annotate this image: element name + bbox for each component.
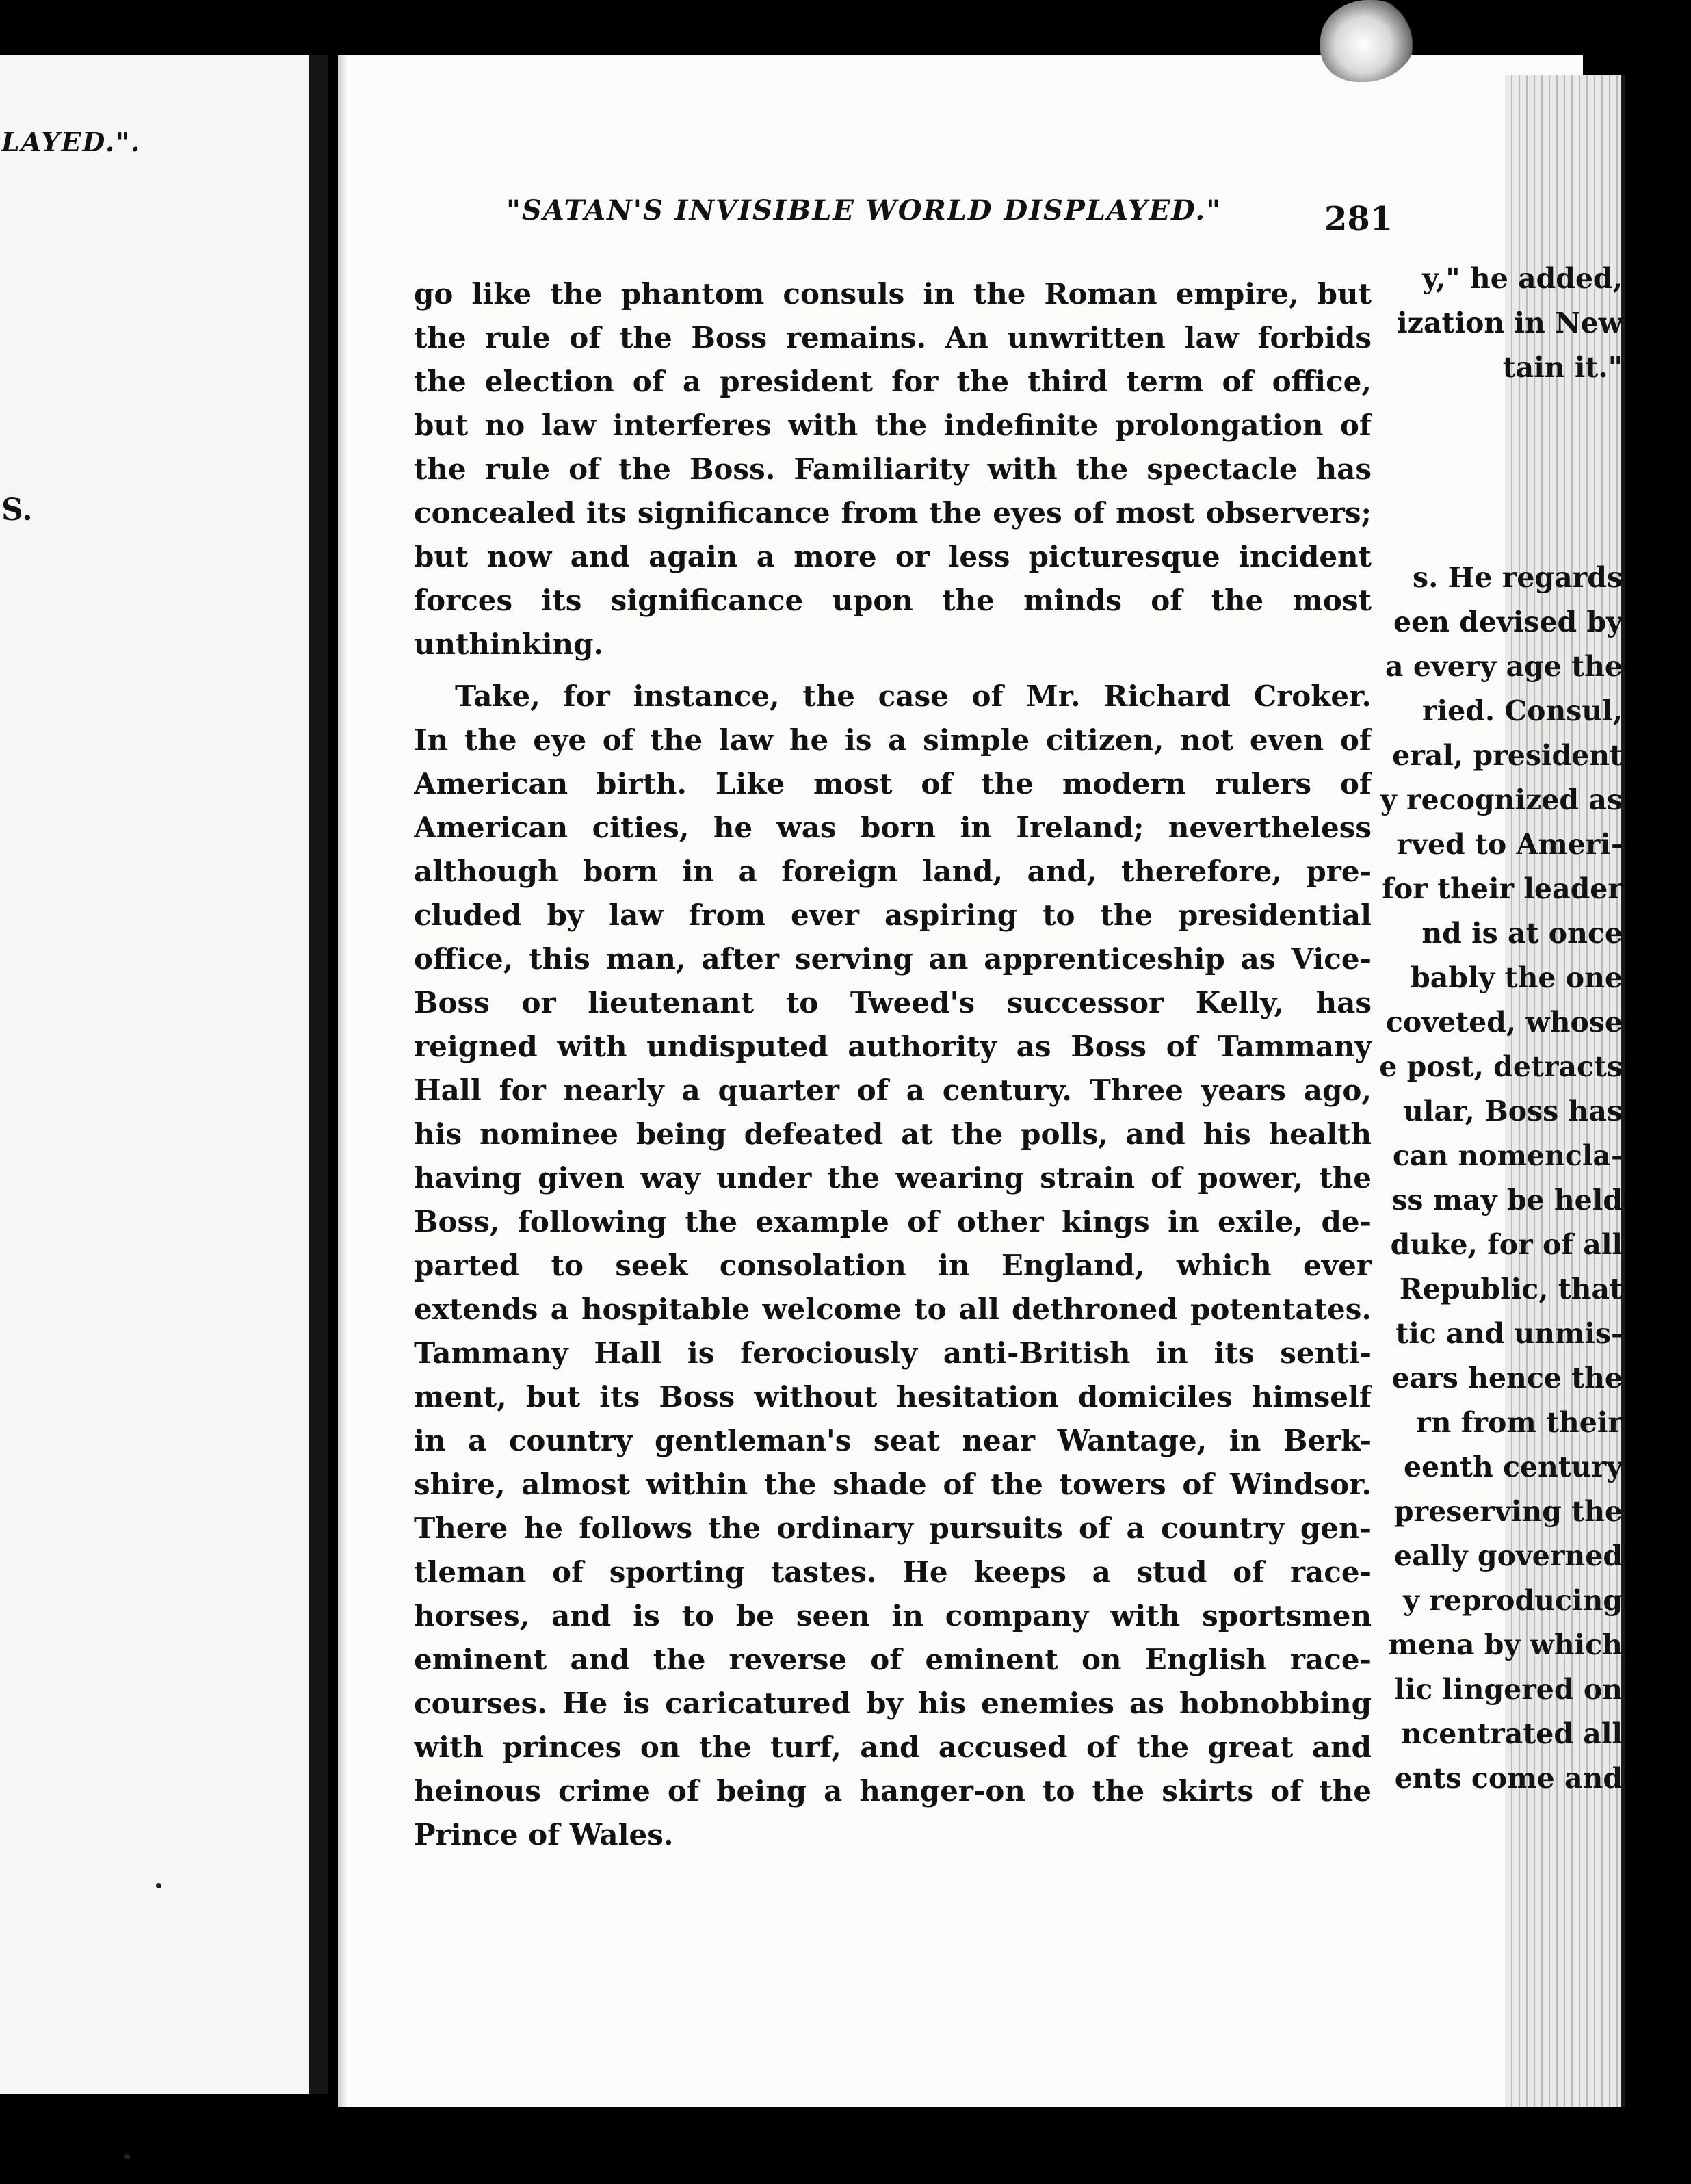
text-line: rved to Ameri- — [1396, 828, 1623, 861]
text-line: eral, president — [1392, 739, 1623, 772]
text-line: eally governed — [1394, 1539, 1623, 1572]
text-line: tic and unmis- — [1395, 1317, 1623, 1350]
text-line: ncentrated all — [1401, 1717, 1623, 1750]
text-line: American cities, he was born in Ireland; nevertheless — [414, 811, 1372, 844]
text-line: courses. He is caricatured by his enemies as hobnobbing — [414, 1687, 1372, 1720]
paragraph — [414, 675, 1372, 1857]
dust-speck — [124, 2154, 130, 2159]
text-line: extends a hospitable welcome to all dethroned potentates. — [414, 1292, 1372, 1326]
text-line: ents come and — [1394, 1762, 1623, 1795]
text-line: y reproducing — [1403, 1584, 1623, 1617]
dust-speck — [156, 1883, 161, 1888]
text-line: for their leader — [1382, 872, 1623, 905]
text-line: but no law interferes with the indefinite prolongation of — [414, 408, 1372, 442]
text-line: having given way under the wearing strain of power, the — [414, 1161, 1372, 1195]
text-line: tain it." — [1502, 351, 1623, 384]
text-line: eminent and the reverse of eminent on English race- — [414, 1643, 1372, 1676]
text-line: but now and again a more or less picturesque incident — [414, 540, 1372, 573]
text-line: ss may be held — [1391, 1184, 1623, 1217]
text-line: with princes on the turf, and accused of the great and — [414, 1730, 1372, 1764]
text-line: coveted, whose — [1385, 1006, 1623, 1039]
text-line: In the eye of the law he is a simple citizen, not even of — [414, 723, 1372, 757]
left-section-heading: S. — [1, 493, 33, 528]
text-line: although born in a foreign land, and, therefore, pre- — [414, 855, 1372, 888]
text-line: horses, and is to be seen in company with sportsmen — [414, 1599, 1372, 1633]
text-line: y recognized as — [1380, 783, 1623, 816]
text-line: parted to seek consolation in England, which ever — [414, 1249, 1372, 1282]
text-line: Boss or lieutenant to Tweed's successor Kelly, has — [414, 986, 1372, 1019]
text-line: duke, for of all — [1390, 1228, 1623, 1261]
text-line: forces its significance upon the minds of the most — [414, 584, 1372, 617]
text-line: een devised by — [1393, 606, 1623, 638]
text-line: Hall for nearly a quarter of a century. Three years ago, — [414, 1074, 1372, 1107]
text-line: lic lingered on — [1394, 1673, 1623, 1706]
body-text — [414, 272, 1372, 1857]
text-line: Tammany Hall is ferociously anti-British in its senti- — [414, 1336, 1372, 1370]
text-line: ment, but its Boss without hesitation domiciles himself — [414, 1380, 1372, 1414]
gutter-shadow — [338, 55, 348, 2107]
page-number: 281 — [1324, 200, 1393, 238]
text-line: go like the phantom consuls in the Roman empire, but — [414, 277, 1372, 311]
text-line: heinous crime of being a hanger-on to the skirts of the — [414, 1774, 1372, 1808]
left-running-head: LAYED.". — [1, 127, 142, 157]
text-line: ears hence the — [1391, 1362, 1623, 1394]
text-line: the rule of the Boss. Familiarity with the spectacle has — [414, 452, 1372, 486]
text-line: mena by which — [1388, 1628, 1623, 1661]
text-line: e post, detracts — [1379, 1050, 1623, 1083]
text-line: American birth. Like most of the modern rulers of — [414, 767, 1372, 801]
text-line: Boss, following the example of other kings in exile, de- — [414, 1205, 1372, 1238]
text-line: ried. Consul, — [1421, 694, 1623, 727]
text-line: nd is at once — [1421, 917, 1623, 950]
text-line: tleman of sporting tastes. He keeps a stud of race- — [414, 1555, 1372, 1589]
running-head: "SATAN'S INVISIBLE WORLD DISPLAYED." — [506, 194, 1222, 226]
text-line: bably the one — [1411, 961, 1623, 994]
text-line: eenth century — [1403, 1451, 1623, 1483]
text-line: y," he added, — [1422, 262, 1623, 295]
text-line: in a country gentleman's seat near Wantage, in Berk- — [414, 1424, 1372, 1457]
gutter — [309, 55, 328, 2094]
text-line: unthinking. — [414, 627, 604, 661]
text-line: Take, for instance, the case of Mr. Richard Croker. — [455, 679, 1372, 713]
text-line: ular, Boss has — [1402, 1095, 1623, 1128]
text-line: can nomencla- — [1392, 1139, 1623, 1172]
left-text-block-top — [1397, 257, 1623, 390]
text-line: There he follows the ordinary pursuits of a country gen- — [414, 1511, 1372, 1545]
text-line: his nominee being defeated at the polls, and his health — [414, 1117, 1372, 1151]
text-line: office, this man, after serving an apprenticeship as Vice- — [414, 942, 1372, 976]
text-line: s. He regards — [1413, 561, 1623, 594]
text-line: preserving the — [1393, 1495, 1623, 1528]
text-line: reigned with undisputed authority as Boss of Tammany — [414, 1030, 1372, 1063]
paragraph — [414, 272, 1372, 666]
text-line: concealed its significance from the eyes of most observers; — [414, 496, 1372, 530]
text-line: cluded by law from ever aspiring to the presidential — [414, 898, 1372, 932]
text-line: rn from their — [1416, 1406, 1623, 1439]
text-line: shire, almost within the shade of the towers of Windsor. — [414, 1468, 1372, 1501]
text-line: ization in New — [1397, 307, 1623, 339]
text-line: the rule of the Boss remains. An unwritten law forbids — [414, 321, 1372, 354]
left-page — [0, 55, 309, 2094]
text-line: Republic, that — [1399, 1273, 1623, 1305]
text-line: Prince of Wales. — [414, 1818, 674, 1851]
text-line: the election of a president for the third term of office, — [414, 365, 1372, 398]
left-text-block-main — [1379, 556, 1623, 1801]
text-line: a every age the — [1385, 650, 1623, 683]
